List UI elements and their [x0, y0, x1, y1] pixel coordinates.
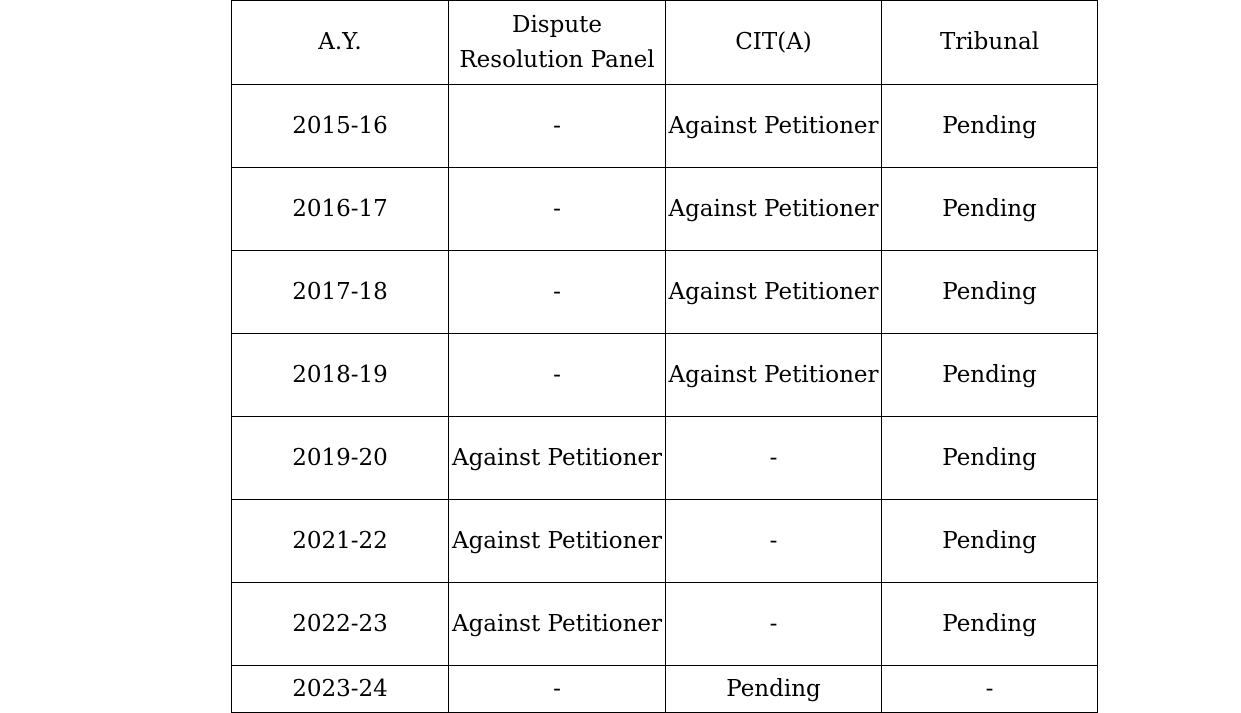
cell-tribunal: -: [882, 666, 1098, 713]
cell-cit-a: -: [666, 417, 882, 500]
cell-assessment-year: 2022-23: [232, 583, 449, 666]
cell-assessment-year: 2017-18: [232, 251, 449, 334]
header-cell-cit-a: CIT(A): [666, 1, 882, 85]
cell-tribunal: Pending: [882, 251, 1098, 334]
cell-assessment-year: 2018-19: [232, 334, 449, 417]
cell-dispute-resolution-panel: Against Petitioner: [449, 417, 666, 500]
table-row: [232, 334, 1098, 417]
table-row: [232, 500, 1098, 583]
cell-cit-a: -: [666, 500, 882, 583]
table-row: [232, 583, 1098, 666]
cell-assessment-year: 2015-16: [232, 85, 449, 168]
table-row: [232, 168, 1098, 251]
table-row: [232, 417, 1098, 500]
cell-dispute-resolution-panel: -: [449, 168, 666, 251]
cell-dispute-resolution-panel: -: [449, 251, 666, 334]
cell-tribunal: Pending: [882, 417, 1098, 500]
cell-tribunal: Pending: [882, 168, 1098, 251]
cell-assessment-year: 2021-22: [232, 500, 449, 583]
cell-cit-a: Pending: [666, 666, 882, 713]
header-cell-dispute-resolution-panel: Dispute Resolution Panel: [449, 1, 666, 85]
cell-tribunal: Pending: [882, 583, 1098, 666]
cell-cit-a: -: [666, 583, 882, 666]
cell-assessment-year: 2019-20: [232, 417, 449, 500]
cell-dispute-resolution-panel: -: [449, 85, 666, 168]
cell-cit-a: Against Petitioner: [666, 168, 882, 251]
cell-cit-a: Against Petitioner: [666, 85, 882, 168]
cell-dispute-resolution-panel: -: [449, 334, 666, 417]
table-row: [232, 85, 1098, 168]
cell-tribunal: Pending: [882, 334, 1098, 417]
cell-cit-a: Against Petitioner: [666, 251, 882, 334]
cell-dispute-resolution-panel: Against Petitioner: [449, 583, 666, 666]
table-row: [232, 666, 1098, 713]
cell-tribunal: Pending: [882, 500, 1098, 583]
cell-assessment-year: 2016-17: [232, 168, 449, 251]
header-cell-tribunal: Tribunal: [882, 1, 1098, 85]
cell-dispute-resolution-panel: -: [449, 666, 666, 713]
table-row: [232, 251, 1098, 334]
cell-assessment-year: 2023-24: [232, 666, 449, 713]
assessment-status-table: [231, 0, 1098, 713]
cell-dispute-resolution-panel: Against Petitioner: [449, 500, 666, 583]
cell-cit-a: Against Petitioner: [666, 334, 882, 417]
table-header-row: [232, 1, 1098, 85]
header-cell-assessment-year: A.Y.: [232, 1, 449, 85]
cell-tribunal: Pending: [882, 85, 1098, 168]
